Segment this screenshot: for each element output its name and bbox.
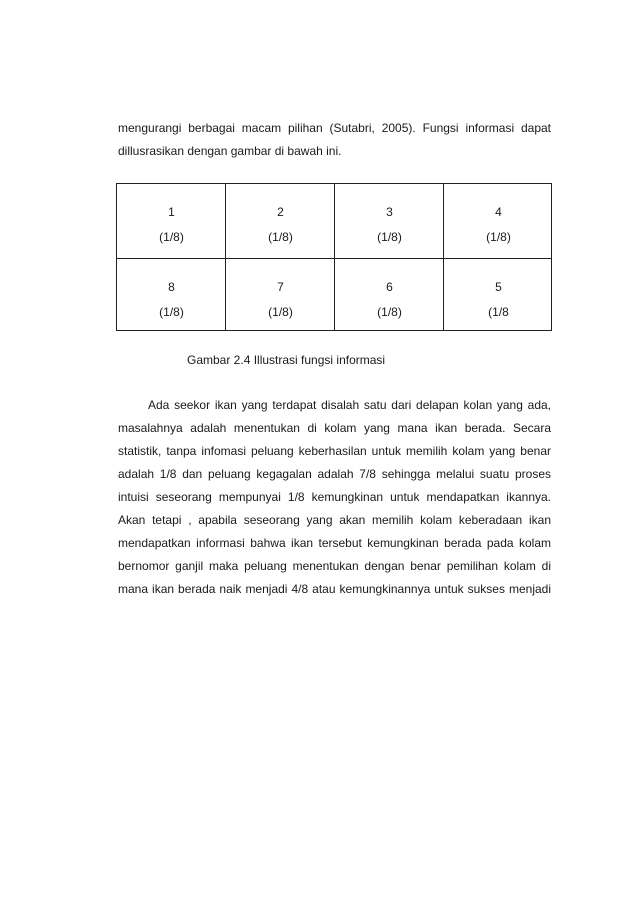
pond-number: 5	[495, 280, 502, 294]
pond-cell-2	[226, 205, 335, 255]
pond-fraction: (1/8)	[377, 305, 402, 319]
paragraph-line-7: mendapatkan informasi bahwa ikan tersebut kemungkinan berada pada kolam	[118, 536, 551, 550]
pond-fraction: (1/8)	[159, 230, 184, 244]
paragraph-line-3: statistik, tanpa infomasi peluang keberhasilan untuk memilih kolam yang benar	[118, 444, 551, 458]
pond-number: 4	[495, 205, 502, 219]
pond-number: 1	[168, 205, 175, 219]
pond-fraction: (1/8)	[268, 230, 293, 244]
paragraph-line-2: masalahnya adalah menentukan di kolam yang mana ikan berada. Secara	[118, 421, 551, 435]
pond-cell-3	[335, 205, 444, 255]
pond-fraction: (1/8)	[486, 230, 511, 244]
pond-cell-6	[335, 280, 444, 330]
paragraph-line-9: mana ikan berada naik menjadi 4/8 atau kemungkinannya untuk sukses menjadi	[118, 582, 551, 596]
pond-number: 7	[277, 280, 284, 294]
fish-pond-figure	[116, 183, 552, 331]
pond-fraction: (1/8)	[159, 305, 184, 319]
paragraph-line-1: Ada seekor ikan yang terdapat disalah satu dari delapan kolan yang ada,	[148, 398, 551, 412]
figure-caption: Gambar 2.4 Illustrasi fungsi informasi	[187, 353, 386, 367]
pond-number: 2	[277, 205, 284, 219]
pond-cell-7	[226, 280, 335, 330]
paragraph-line-5: intuisi seseorang mempunyai 1/8 kemungkinan untuk mendapatkan ikannya.	[118, 490, 551, 504]
paragraph-line-8: bernomor ganjil maka peluang menentukan dengan benar pemilihan kolam di	[118, 559, 551, 573]
pond-number: 6	[386, 280, 393, 294]
pond-cell-4	[444, 205, 553, 255]
pond-number: 3	[386, 205, 393, 219]
pond-fraction: (1/8)	[377, 230, 402, 244]
intro-line-2: dillusrasikan dengan gambar di bawah ini.	[118, 144, 342, 158]
paragraph-line-6: Akan tetapi , apabila seseorang yang akan memilih kolam keberadaan ikan	[118, 513, 551, 527]
pond-cell-1	[117, 205, 226, 255]
pond-number: 8	[168, 280, 175, 294]
paragraph-line-4: adalah 1/8 dan peluang kegagalan adalah 7/8 sehingga melalui suatu proses	[118, 467, 551, 481]
intro-line-1: mengurangi berbagai macam pilihan (Sutabri, 2005). Fungsi informasi dapat	[118, 121, 551, 135]
pond-cell-5	[444, 280, 553, 330]
pond-fraction: (1/8	[488, 305, 509, 319]
pond-cell-8	[117, 280, 226, 330]
pond-fraction: (1/8)	[268, 305, 293, 319]
